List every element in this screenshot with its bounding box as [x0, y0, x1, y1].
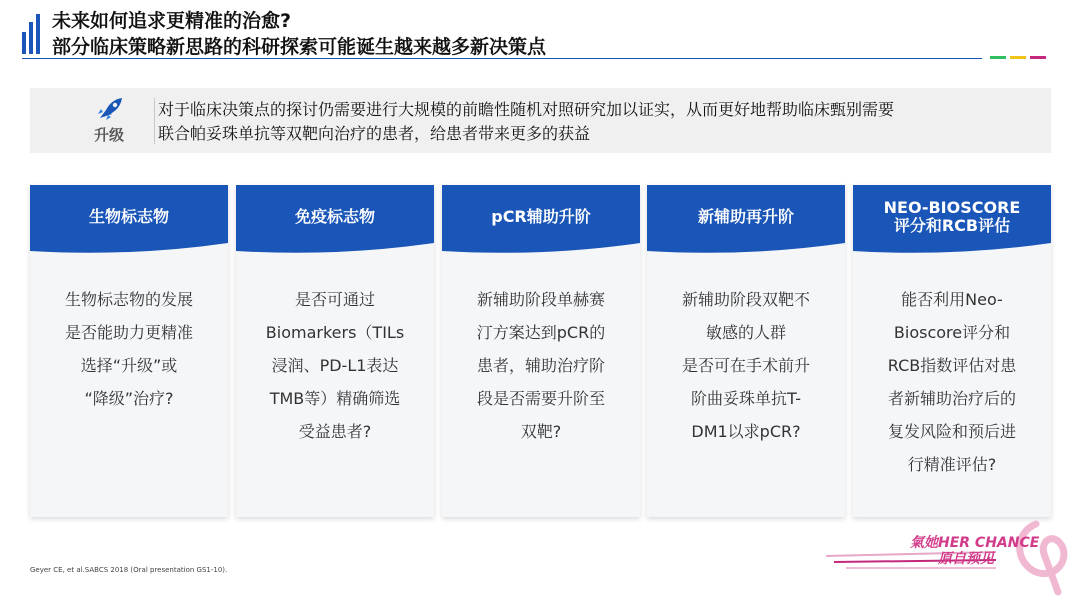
banner-line-2: 联合帕妥珠单抗等双靶向治疗的患者，给患者带来更多的获益 — [158, 124, 591, 143]
footnote: Geyer CE, et al.SABCS 2018 (Oral presentation GS1-10). — [30, 566, 228, 574]
upgrade-banner — [30, 88, 1051, 153]
card-body: 能否利用Neo- Bioscore评分和 RCB指数评估对患 者新辅助治疗后的 复发风险和预后进 行精准评估? — [887, 290, 1017, 474]
card-title: 新辅助再升阶 — [697, 207, 794, 226]
logo-line-1: 氣她HER CHANCE — [910, 535, 1040, 551]
title-bars-icon — [22, 14, 42, 54]
card-header — [30, 185, 228, 257]
card-biomarker — [30, 185, 228, 517]
title-line-2: 部分临床策略新思路的科研探索可能诞生越来越多新决策点 — [52, 36, 547, 58]
accent-yellow — [1010, 56, 1026, 59]
card-title: NEO-BIOSCORE 评分和RCB评估 — [883, 198, 1021, 235]
upgrade-label: 升级 — [93, 126, 124, 144]
card-immune-marker — [236, 185, 434, 517]
accent-green — [990, 56, 1006, 59]
rocket-icon — [94, 96, 124, 122]
card-header — [647, 185, 845, 257]
logo-line-2: 原自预见 — [938, 551, 994, 567]
card-header — [236, 185, 434, 257]
banner-text — [158, 98, 894, 146]
card-title: 免疫标志物 — [294, 207, 375, 226]
card-neoadjuvant-escalation — [647, 185, 845, 517]
card-body: 是否可通过 Biomarkers（TILs 浸润、PD-L1表达 TMB等）精确筛选 受益患者? — [265, 290, 405, 441]
card-body: 生物标志物的发展 是否能助力更精准 选择“升级”或 “降级”治疗? — [64, 290, 193, 408]
title-line-1: 未来如何追求更精准的治愈? — [52, 10, 292, 32]
card-body: 新辅助阶段单赫赛 汀方案达到pCR的 患者，辅助治疗阶 段是否需要升阶至 双靶? — [476, 290, 606, 441]
card-header — [853, 185, 1051, 257]
banner-divider — [154, 98, 155, 144]
card-header — [442, 185, 640, 257]
banner-line-1: 对于临床决策点的探讨仍需要进行大规模的前瞻性随机对照研究加以证实，从而更好地帮助临床甄别需要 — [158, 100, 895, 119]
brand-logo — [826, 518, 1076, 604]
title-rule — [22, 58, 982, 59]
card-pcr-escalation — [442, 185, 640, 517]
accent-magenta — [1030, 56, 1046, 59]
card-title: 生物标志物 — [88, 207, 169, 226]
page-title — [52, 8, 546, 60]
card-body: 新辅助阶段双靶不 敏感的人群 是否可在手术前升 阶曲妥珠单抗T- DM1以求pCR? — [681, 290, 810, 441]
card-neo-bioscore — [853, 185, 1051, 517]
card-title: pCR辅助升阶 — [491, 207, 591, 226]
